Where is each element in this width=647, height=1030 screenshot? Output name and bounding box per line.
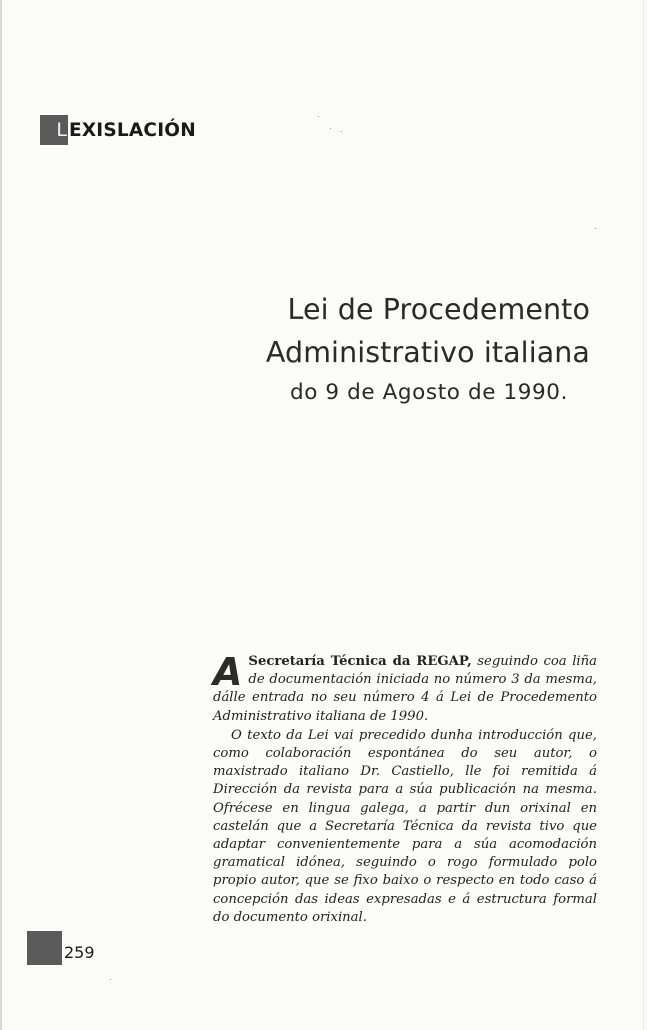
scan-speck [341,131,342,132]
scan-speck [595,228,596,229]
lead-bold-text: Secretaría Técnica da REGAP, [248,654,472,669]
scan-speck [318,116,319,117]
drop-cap: A [213,650,243,694]
page-right-edge [643,0,644,1030]
page-marker-block [27,931,62,965]
article-subtitle: do 9 de Agosto de 1990. [289,380,568,405]
page-footer [27,931,95,965]
section-header [40,115,196,145]
title-line-1: Lei de Procedemento [287,293,590,326]
section-title: EXISLACIÓN [69,119,196,141]
section-initial: L [56,119,67,141]
page-number: 259 [64,943,95,962]
scan-speck [330,128,331,129]
paragraph-1-text: seguindo coa liña de documentación iniciada no número 3 da mesma, dálle entrada no seu número 4 á Lei de Procedemento Administrativo italiana de 1990. [213,654,597,724]
page-left-edge [0,0,2,1030]
title-line-2: Administrativo italiana [265,336,590,369]
paragraph-1 [213,650,597,726]
section-marker-block [40,115,68,145]
scan-speck [110,979,111,980]
article-title [200,288,590,409]
article-body [213,650,597,927]
paragraph-2: O texto da Lei vai precedido dunha introducción que, como colaboración espontánea do seu autor, o maxistrado italiano Dr. Castiello, lle foi remitida á Dirección da revista para a súa publicación na mesma. Ofrécese en lingua galega, a partir dun orixinal en castelán que a Secretaría Técnica da revista tivo que adaptar convenientemente para a súa acomodación gramatical idónea, seguindo o rogo formulado polo propio autor, que se fixo baixo o respecto en todo caso á concepción das ideas expresadas e á estructura formal do documento orixinal. [213,727,597,925]
